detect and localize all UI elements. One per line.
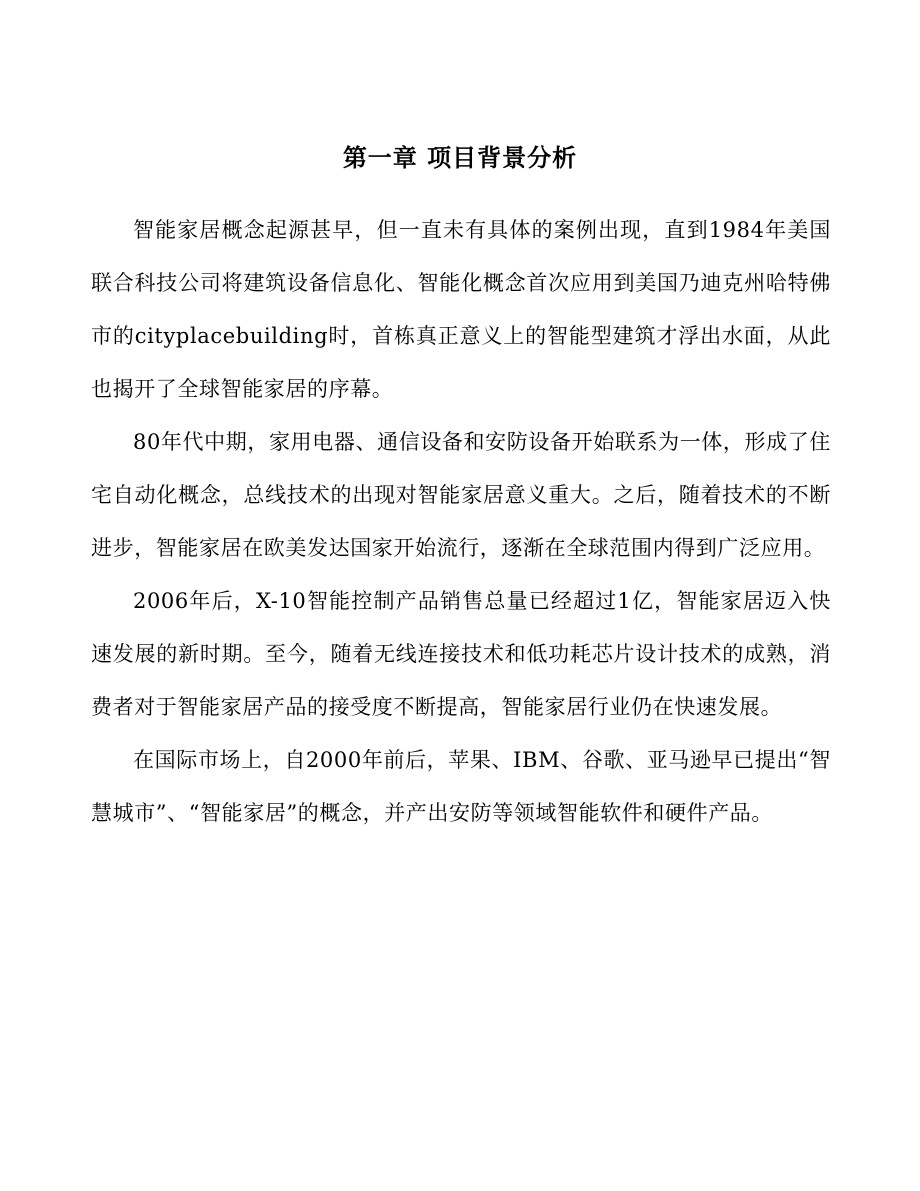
chapter-title: 第一章 项目背景分析 (342, 144, 578, 172)
paragraph-origin: 智能家居概念起源甚早，但一直未有具体的案例出现，直到1984年美国联合科技公司将建筑设备信息化、智能化概念首次应用到美国乃迪克州哈特佛市的cityplacebuilding时，首栋真正意义上的智能型建筑才浮出水面，从此也揭开了全球智能家居的序幕。 (91, 218, 831, 401)
paragraph-international: 在国际市场上，自2000年前后，苹果、IBM、谷歌、亚马逊早已提出“智慧城市”、“智能家居”的概念，并产出安防等领域智能软件和硬件产品。 (91, 748, 831, 825)
body-text (91, 204, 831, 840)
paragraph-80s: 80年代中期，家用电器、通信设备和安防设备开始联系为一体，形成了住宅自动化概念，总线技术的出现对智能家居意义重大。之后，随着技术的不断进步，智能家居在欧美发达国家开始流行，逐渐在全球范围内得到广泛应用。 (91, 430, 831, 560)
paragraph-2006: 2006年后，X-10智能控制产品销售总量已经超过1亿，智能家居迈入快速发展的新时期。至今，随着无线连接技术和低功耗芯片设计技术的成熟，消费者对于智能家居产品的接受度不断提高，智能家居行业仍在快速发展。 (91, 589, 831, 719)
